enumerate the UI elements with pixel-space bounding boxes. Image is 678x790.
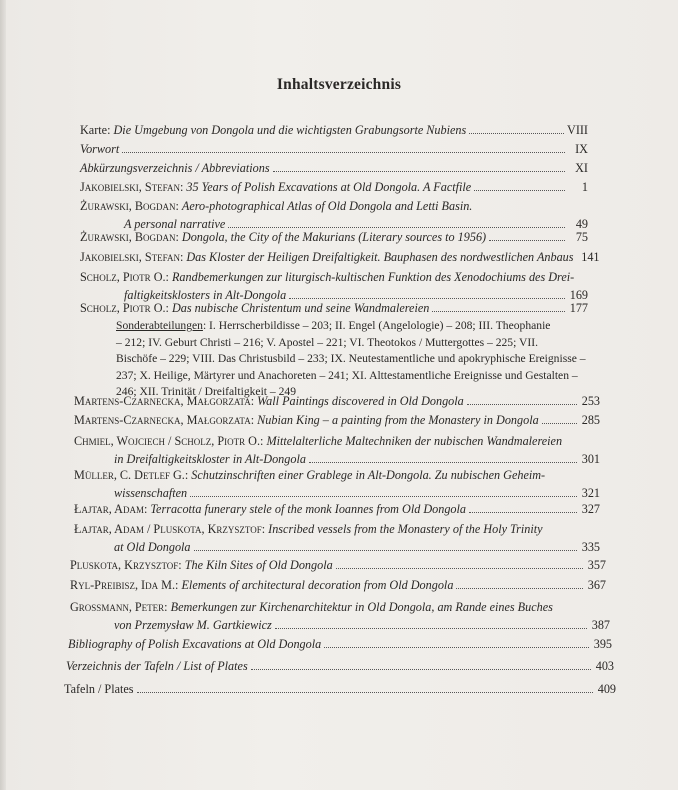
- toc-entry: [64, 680, 616, 698]
- toc-entry: [80, 228, 588, 246]
- entry-author: Grossmann, Peter:: [70, 600, 171, 614]
- toc-entry: [74, 411, 600, 429]
- sonder-line: Bischöfe – 229; VIII. Das Christusbild – 233; IX. Neutestamentliche und apokryphische Ereignisse –: [116, 352, 586, 365]
- sonder-label: Sonderabteilungen: [116, 319, 203, 332]
- entry-page: VIII: [567, 123, 588, 137]
- entry-title: Vorwort: [80, 142, 120, 156]
- entry-title: Das nubische Christentum und seine Wandmalereien: [171, 301, 430, 315]
- entry-page: 169: [569, 288, 588, 302]
- entry-page: 141: [581, 250, 600, 264]
- leader-dots: [542, 422, 577, 424]
- entry-author: Łajtar, Adam:: [74, 502, 151, 516]
- leader-dots: [474, 189, 565, 191]
- leader-dots: [275, 627, 587, 629]
- leader-dots: [137, 691, 593, 693]
- toc-entry: [70, 556, 606, 574]
- entry-title: Randbemerkungen zur liturgisch-kultischen Funktion des Xenodochiums des Drei-: [171, 270, 575, 284]
- entry-page: 177: [569, 301, 588, 315]
- toc-entry: [80, 121, 588, 139]
- entry-page: 285: [581, 413, 600, 427]
- entry-author: Łajtar, Adam / Pluskota, Krzysztof:: [74, 522, 269, 536]
- entry-page: 395: [593, 637, 612, 651]
- leader-dots: [489, 239, 565, 241]
- leader-dots: [122, 151, 565, 153]
- toc-entry: [80, 178, 588, 196]
- toc-entry: [68, 635, 612, 653]
- entry-page: 1: [581, 180, 588, 194]
- sonder-line: 246; XII. Trinität / Dreifaltigkeit – 249: [116, 385, 297, 398]
- entry-title: Abkürzungsverzeichnis / Abbreviations: [80, 161, 270, 175]
- entry-author: Scholz, Piotr O.:: [80, 270, 172, 284]
- entry-title: Terracotta funerary stele of the monk Ioannes from Old Dongola: [150, 502, 466, 516]
- leader-dots: [309, 461, 577, 463]
- toc-entry: [74, 392, 600, 410]
- leader-dots: [469, 511, 577, 513]
- entry-title: Nubian King – a painting from the Monastery in Dongola: [257, 413, 539, 427]
- toc-entry: [74, 466, 600, 502]
- entry-title-cont: A personal narrative: [124, 217, 226, 231]
- entry-author: Müller, C. Detlef G.:: [74, 468, 192, 482]
- entry-author: Jakobielski, Stefan:: [80, 180, 187, 194]
- entry-page: 403: [595, 659, 614, 673]
- entry-title: Aero-photographical Atlas of Old Dongola and Letti Basin.: [181, 199, 473, 213]
- entry-title: Schutzinschriften einer Grablege in Alt-Dongola. Zu nubischen Geheim-: [191, 468, 546, 482]
- entry-author: Martens-Czarnecka, Małgorzata:: [74, 413, 258, 427]
- leader-dots: [324, 646, 589, 648]
- entry-page: IX: [575, 142, 588, 156]
- toc-entry: [80, 140, 588, 158]
- sonder-line: : I. Herrscherbildisse – 203; II. Engel (Angelologie) – 208; III. Theophanie: [202, 319, 551, 332]
- leader-dots: [336, 567, 583, 569]
- entry-author: Martens-Czarnecka, Małgorzata:: [74, 394, 258, 408]
- toc-entry: [66, 657, 614, 675]
- entry-page: 253: [581, 394, 600, 408]
- entry-title: 35 Years of Polish Excavations at Old Dongola. A Factfile: [186, 180, 472, 194]
- leader-dots: [273, 170, 565, 172]
- entry-title: Bibliography of Polish Excavations at Old Dongola: [68, 637, 322, 651]
- page-spine-shadow: [0, 0, 6, 790]
- toc-entry: [74, 520, 600, 556]
- leader-dots: [190, 495, 577, 497]
- leader-dots: [467, 403, 577, 405]
- entry-title: Das Kloster der Heiligen Dreifaltigkeit. Bauphasen des nordwestlichen Anbaus: [186, 250, 574, 264]
- entry-title: The Kiln Sites of Old Dongola: [184, 558, 333, 572]
- entry-title-cont: von Przemysław M. Gartkiewicz: [114, 618, 272, 632]
- leader-dots: [456, 587, 583, 589]
- sonder-block: [116, 318, 586, 401]
- entry-title: Die Umgebung von Dongola und die wichtigsten Grabungsorte Nubiens: [113, 123, 467, 137]
- entry-page: 409: [597, 682, 616, 696]
- entry-title-cont: at Old Dongola: [114, 540, 191, 554]
- entry-page: 367: [587, 578, 606, 592]
- entry-page: 335: [581, 540, 600, 554]
- entry-title-cont: wissenschaften: [114, 486, 188, 500]
- entry-page: 301: [581, 452, 600, 466]
- entry-page: XI: [575, 161, 588, 175]
- entry-author: Żurawski, Bogdan:: [80, 230, 182, 244]
- toc-entry: [74, 432, 600, 468]
- entry-page: 327: [581, 502, 600, 516]
- leader-dots: [469, 132, 564, 134]
- entry-author: Scholz, Piotr O.:: [80, 301, 172, 315]
- page-title: Inhaltsverzeichnis: [276, 76, 402, 93]
- entry-title: Mittelalterliche Maltechniken der nubischen Wandmalereien: [266, 434, 563, 448]
- toc-entry: [80, 159, 588, 177]
- entry-title: Inscribed vessels from the Monastery of the Holy Trinity: [268, 522, 543, 536]
- entry-author: Jakobielski, Stefan:: [80, 250, 187, 264]
- entry-author: Chmiel, Wojciech / Scholz, Piotr O.:: [74, 434, 267, 448]
- toc-entry: [70, 598, 610, 634]
- toc-entry: [80, 299, 588, 317]
- entry-title: Wall Paintings discovered in Old Dongola: [257, 394, 464, 408]
- entry-page: 357: [587, 558, 606, 572]
- entry-page: 321: [581, 486, 600, 500]
- entry-title: Verzeichnis der Tafeln / List of Plates: [66, 659, 248, 673]
- entry-title: Tafeln / Plates: [64, 682, 134, 696]
- toc-entry: [70, 576, 606, 594]
- entry-title: Elements of architectural decoration from Old Dongola: [181, 578, 454, 592]
- entry-author: Żurawski, Bogdan:: [80, 199, 182, 213]
- sonder-line: – 212; IV. Geburt Christi – 216; V. Apostel – 221; VI. Theotokos / Muttergottes – 225; VII.: [116, 335, 538, 349]
- entry-title: Dongola, the City of the Makurians (Literary sources to 1956): [181, 230, 487, 244]
- entry-title-cont: faltigkeitsklosters in Alt-Dongola: [124, 288, 287, 302]
- entry-title-cont: in Dreifaltigkeitskloster in Alt-Dongola: [114, 452, 306, 466]
- toc-entry: [80, 248, 600, 266]
- entry-page: 387: [591, 618, 610, 632]
- leader-dots: [194, 549, 577, 551]
- sonder-line: 237; X. Heilige, Märtyrer und Anachoreten – 241; XI. Alttestamentliche Ereignisse und Gestalten –: [116, 368, 578, 382]
- leader-dots: [432, 310, 565, 312]
- entry-author: Pluskota, Krzysztof:: [70, 558, 185, 572]
- leader-dots: [251, 668, 591, 670]
- entry-author: Karte:: [80, 123, 114, 137]
- toc-entry: [74, 500, 600, 518]
- entry-title: Bemerkungen zur Kirchenarchitektur in Old Dongola, am Rande eines Buches: [170, 600, 553, 614]
- entry-author: Ryl-Preibisz, Ida M.:: [70, 578, 182, 592]
- entry-page: 49: [575, 217, 588, 231]
- entry-page: 75: [575, 230, 588, 244]
